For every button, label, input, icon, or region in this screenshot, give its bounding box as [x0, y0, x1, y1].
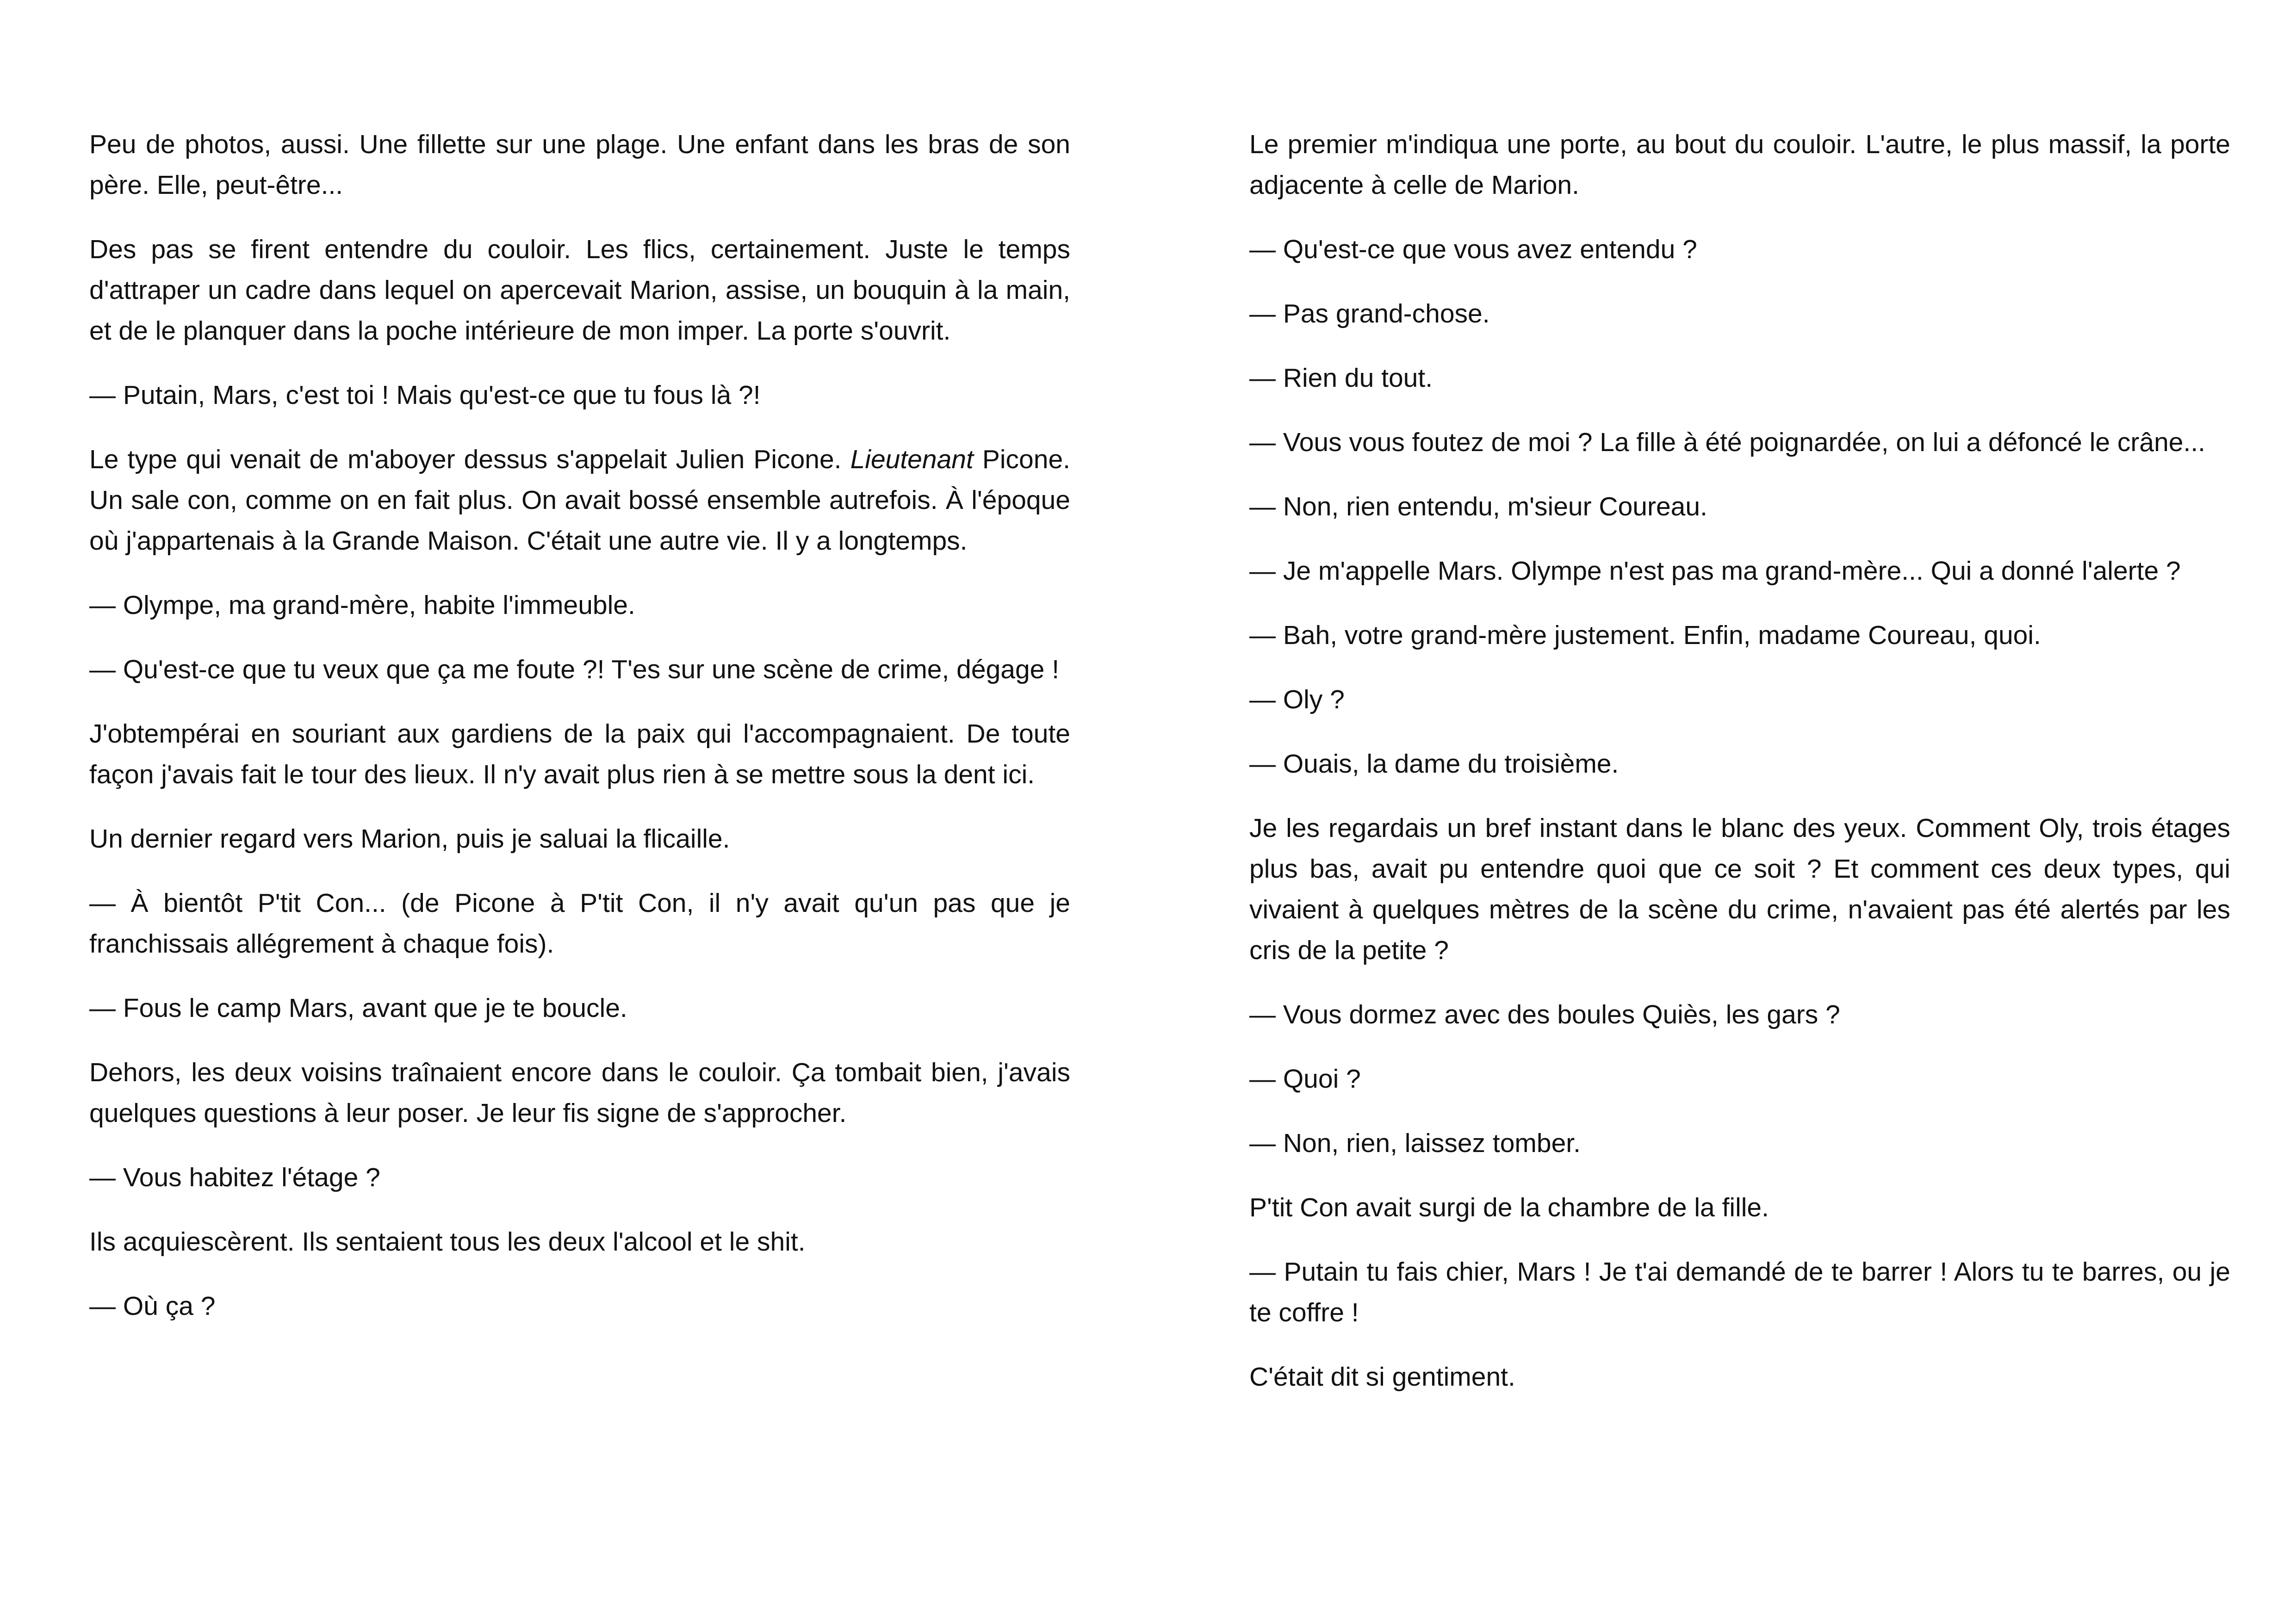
dialogue-line: — Rien du tout. [1249, 363, 1433, 393]
dialogue-line: — Pas grand-chose. [1249, 299, 1490, 328]
dialogue-line: — Où ça ? [89, 1291, 216, 1321]
paragraph: Peu de photos, aussi. Une fillette sur une plage. Une enfant dans les bras de son père. Elle, peut-être... [89, 130, 1070, 200]
paragraph: P'tit Con avait surgi de la chambre de la fille. [1249, 1193, 1769, 1222]
paragraph: Le premier m'indiqua une porte, au bout du couloir. L'autre, le plus massif, la porte adjacente à celle de Marion. [1249, 130, 2230, 200]
paragraph: Ils acquiescèrent. Ils sentaient tous les deux l'alcool et le shit. [89, 1227, 806, 1257]
paragraph: Je les regardais un bref instant dans le blanc des yeux. Comment Oly, trois étages plus bas, avait pu entendre quoi que ce soit ? Et comment ces deux types, qui vivaient à quelques mètres de la scène du crime, n'avaient pas été alertés par les cris de la petite ? [1249, 813, 2230, 965]
dialogue-line: — Oly ? [1249, 685, 1345, 714]
dialogue-line: — Qu'est-ce que vous avez entendu ? [1249, 235, 1697, 264]
paragraph [89, 439, 1070, 561]
paragraph-text: Le type qui venait de m'aboyer dessus s'appelait Julien Picone. [89, 445, 850, 474]
dialogue-line: — Olympe, ma grand-mère, habite l'immeuble. [89, 590, 635, 620]
dialogue-line: — Vous habitez l'étage ? [89, 1163, 380, 1192]
paragraph: Un dernier regard vers Marion, puis je saluai la flicaille. [89, 824, 730, 854]
paragraph: J'obtempérai en souriant aux gardiens de la paix qui l'accompagnaient. De toute façon j'avais fait le tour des lieux. Il n'y avait plus rien à se mettre sous la dent ici. [89, 719, 1070, 789]
dialogue-line: — Putain, Mars, c'est toi ! Mais qu'est-ce que tu fous là ?! [89, 380, 761, 410]
paragraph-text: Picone. Un sale con, comme on en fait plus. On avait bossé ensemble autrefois. À l'époque où j'appartenais à la Grande Maison. C'était une autre vie. Il y a longtemps. [89, 445, 1070, 556]
left-page-column [89, 124, 1070, 1350]
dialogue-line: — Qu'est-ce que tu veux que ça me foute ?! T'es sur une scène de crime, dégage ! [89, 655, 1060, 684]
paragraph: Dehors, les deux voisins traînaient encore dans le couloir. Ça tombait bien, j'avais quelques questions à leur poser. Je leur fis signe de s'approcher. [89, 1058, 1070, 1128]
dialogue-line: — Ouais, la dame du troisième. [1249, 749, 1619, 779]
dialogue-line: — Vous vous foutez de moi ? La fille à été poignardée, on lui a défoncé le crâne... [1249, 427, 2205, 457]
italic-emphasis: Lieutenant [850, 445, 974, 474]
dialogue-line: — Je m'appelle Mars. Olympe n'est pas ma grand-mère... Qui a donné l'alerte ? [1249, 556, 2181, 586]
dialogue-line: — Non, rien, laissez tomber. [1249, 1128, 1581, 1158]
right-page-column [1249, 124, 2230, 1421]
dialogue-line: — Non, rien entendu, m'sieur Coureau. [1249, 492, 1707, 521]
dialogue-line: — Bah, votre grand-mère justement. Enfin, madame Coureau, quoi. [1249, 620, 2041, 650]
dialogue-line: — Vous dormez avec des boules Quiès, les gars ? [1249, 1000, 1840, 1029]
dialogue-line: — À bientôt P'tit Con... (de Picone à P'tit Con, il n'y avait qu'un pas que je franchissais allégrement à chaque fois). [89, 888, 1070, 959]
paragraph: C'était dit si gentiment. [1249, 1362, 1515, 1392]
paragraph: Des pas se firent entendre du couloir. Les flics, certainement. Juste le temps d'attraper un cadre dans lequel on apercevait Marion, assise, un bouquin à la main, et de le planquer dans la poche intérieure de mon imper. La porte s'ouvrit. [89, 235, 1070, 346]
dialogue-line: — Fous le camp Mars, avant que je te boucle. [89, 993, 627, 1023]
dialogue-line: — Putain tu fais chier, Mars ! Je t'ai demandé de te barrer ! Alors tu te barres, ou je te coffre ! [1249, 1257, 2230, 1327]
dialogue-line: — Quoi ? [1249, 1064, 1361, 1094]
